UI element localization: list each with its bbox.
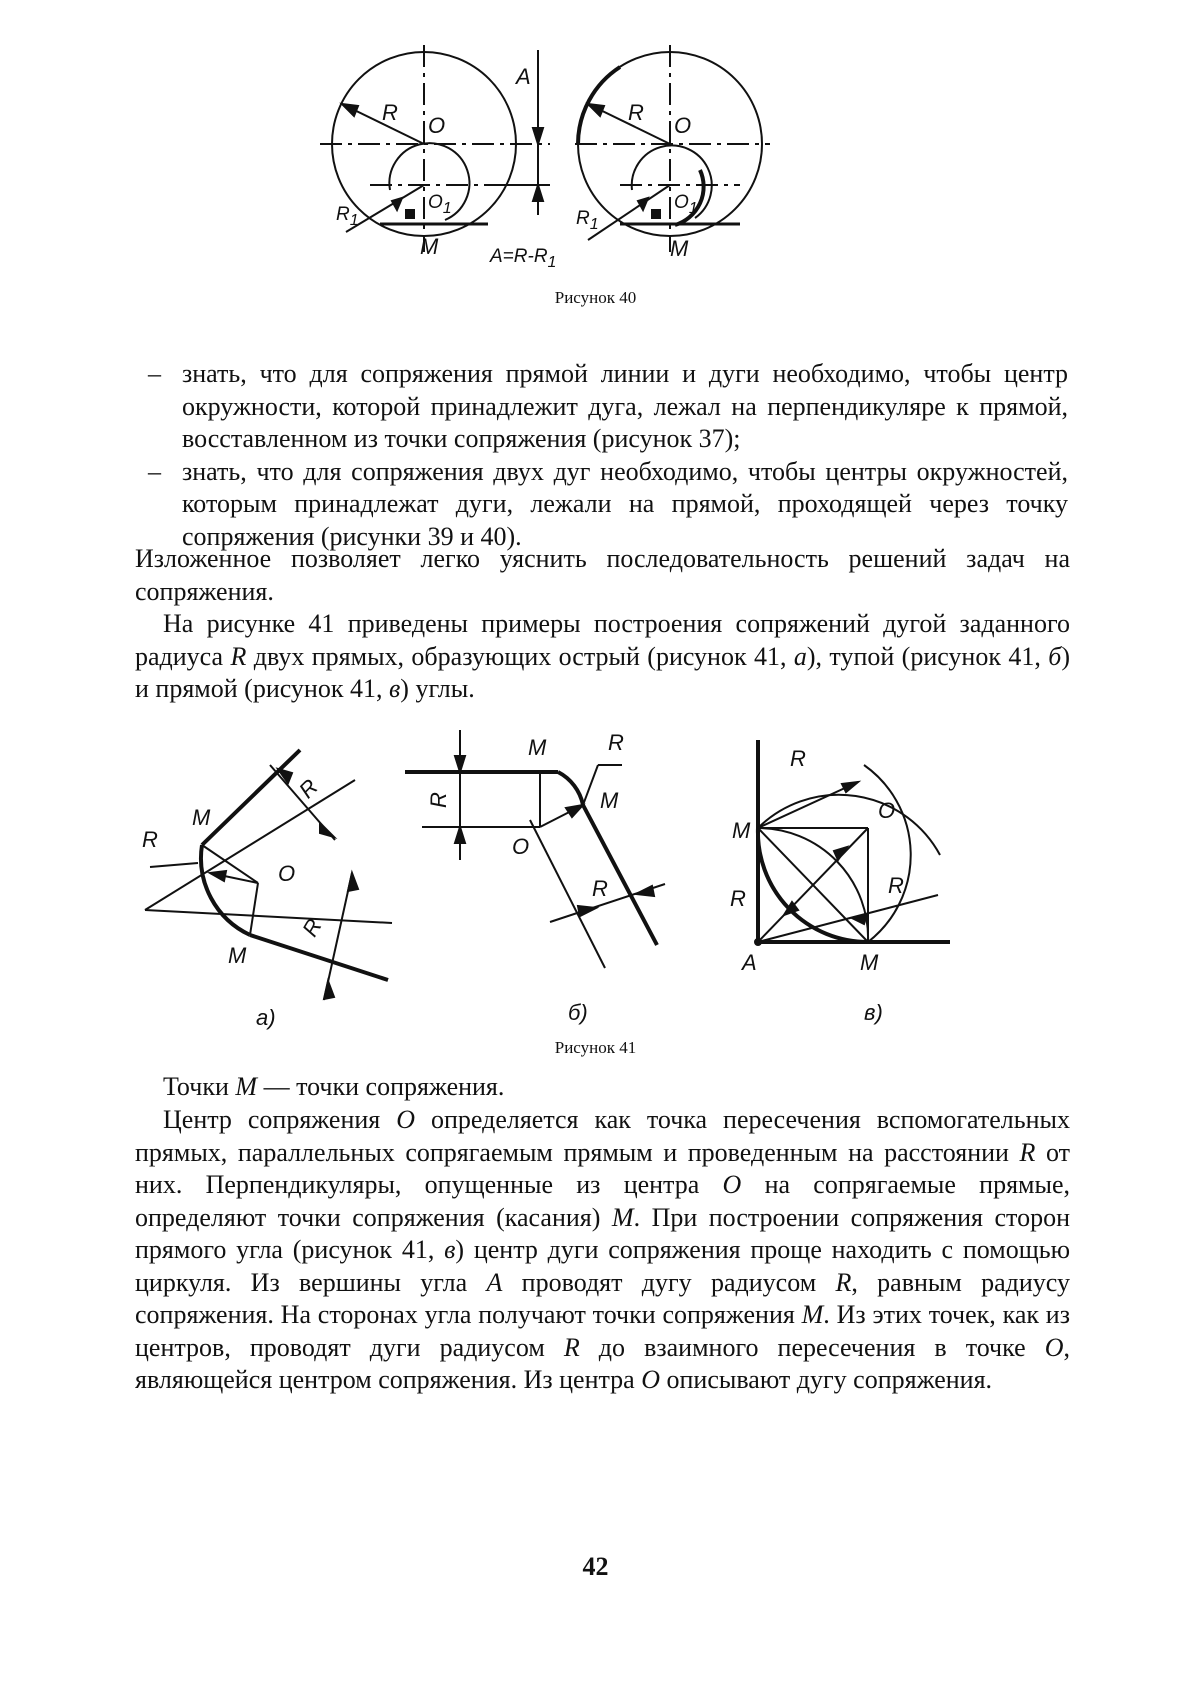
label-O1-left: $O_1$: [428, 192, 452, 217]
label-O: O: [878, 798, 896, 823]
label-formula: $A=R-R_1$: [490, 246, 557, 271]
label-A: A: [742, 950, 757, 975]
paragraph-3: Точки М — точки сопряжения.: [163, 1072, 505, 1101]
figure-41-caption: Рисунок 41: [554, 1038, 637, 1057]
italic-term: М: [611, 1202, 634, 1232]
italic-term: R: [835, 1267, 852, 1297]
page-number: 42: [582, 1552, 609, 1581]
label-R-left: R: [426, 792, 451, 808]
text-run: , равным радиусу сопряжения. На сторонах угла получают точки сопряжения: [135, 1267, 1070, 1329]
text-run: на сопрягаемые прямые, определяют точки сопряжения (касания): [135, 1170, 1070, 1232]
bullet-item: [148, 358, 1068, 456]
label-M-top: M: [528, 735, 547, 760]
text-run: . Из этих точек, как из центров, проводят дуги радиусом: [135, 1300, 1070, 1362]
text-run: . При построении сопряжения сторон прямого угла (рисунок 41,: [135, 1202, 1070, 1264]
italic-term: А: [486, 1267, 503, 1297]
label-R-right: R: [888, 873, 904, 898]
text-run: от них. Перпендикуляры, опущенные из центра: [135, 1137, 1070, 1199]
label-R-dim-top: R: [293, 774, 323, 804]
italic-term: R: [1019, 1137, 1036, 1167]
label-A-dimension: A: [516, 64, 531, 89]
label-R-top: R: [608, 730, 624, 755]
label-R: R: [142, 827, 158, 852]
figure-41-c-diagram: [722, 730, 962, 1030]
italic-term: О: [722, 1170, 742, 1199]
label-M-left: M: [732, 818, 751, 843]
label-R1-left: $R_1$: [336, 204, 359, 229]
figure-40-caption: Рисунок 40: [554, 288, 637, 307]
text-run: до взаимного пересечения в точке: [579, 1332, 1045, 1362]
label-M-bottom: M: [228, 943, 247, 968]
bullet-dash: –: [148, 359, 161, 388]
figure-41-b-diagram: [400, 720, 685, 1030]
label-M-right: M: [670, 236, 689, 261]
italic-term: в: [444, 1235, 456, 1264]
italic-term: М: [801, 1300, 824, 1329]
label-O-left: O: [428, 113, 446, 138]
text-run: Центр сопряжения: [163, 1105, 397, 1134]
subfigure-label-a: a): [256, 1005, 276, 1030]
paragraph-2: На рисунке 41 приведены примеры построения сопряжений дугой заданного радиуса R двух прямых, образующих острый (рисунок 41, а), тупой (рисунок 41, б) и прямой (рисунок 41, в) углы.: [135, 609, 1070, 703]
paragraph-4: [135, 1104, 1070, 1397]
text-run: ) центр дуги сопряжения проще находить с помощью циркуля. Из вершины угла: [135, 1235, 1070, 1297]
label-R-dim-bottom: R: [297, 914, 327, 941]
label-O-right: O: [674, 113, 692, 138]
text-run: определяется как точка пересечения вспомогательных прямых, параллельных сопрягаемым прямым и проведенным на расстоянии: [135, 1105, 1070, 1167]
label-R1-right: $R_1$: [576, 208, 599, 233]
bullet-item: [148, 456, 1068, 554]
italic-term: О: [396, 1105, 415, 1134]
figure-41-a-diagram: [130, 745, 400, 1035]
italic-term: О: [641, 1365, 661, 1394]
text-run: проводят дугу радиусом: [502, 1267, 836, 1297]
text-run: описывают дугу сопряжения.: [660, 1365, 993, 1394]
italic-term: R: [563, 1332, 580, 1362]
label-R-top: R: [790, 746, 806, 771]
label-M-top: M: [192, 805, 211, 830]
text-run: , являющейся центром сопряжения. Из центра: [135, 1332, 1071, 1394]
bullet-text: знать, что для сопряжения двух дуг необходимо, чтобы центры окружностей, которым принадлежат дуги, лежали на прямой, проходящей через точку сопряжения (рисунки 39 и 40).: [182, 456, 1068, 551]
label-M-bottom: M: [860, 950, 879, 975]
label-O: O: [278, 861, 296, 886]
figure-40-diagram: [320, 40, 780, 280]
italic-term: О: [1044, 1332, 1064, 1362]
subfigure-label-c: в): [864, 1000, 883, 1025]
label-M-right: M: [600, 788, 619, 813]
label-R-bottom: R: [592, 876, 608, 901]
subfigure-label-b: б): [568, 1000, 588, 1025]
label-O: O: [512, 834, 530, 859]
label-R-left: R: [730, 886, 746, 911]
label-O1-right: $O_1$: [674, 192, 698, 217]
bullet-text: знать, что для сопряжения прямой линии и дуги необходимо, чтобы центр окружности, которой принадлежит дуга, лежал на перпендикуляре к прямой, восставленном из точки сопряжения (рисунок 37);: [182, 359, 1068, 453]
bullet-dash: –: [148, 456, 161, 486]
label-R-left: R: [382, 100, 398, 125]
bullet-list: [148, 358, 1068, 553]
paragraph-1: Изложенное позволяет легко уяснить последовательность решений задач на сопряжения.: [135, 544, 1070, 606]
label-R-right: R: [628, 100, 644, 125]
label-M-left: M: [420, 234, 439, 259]
